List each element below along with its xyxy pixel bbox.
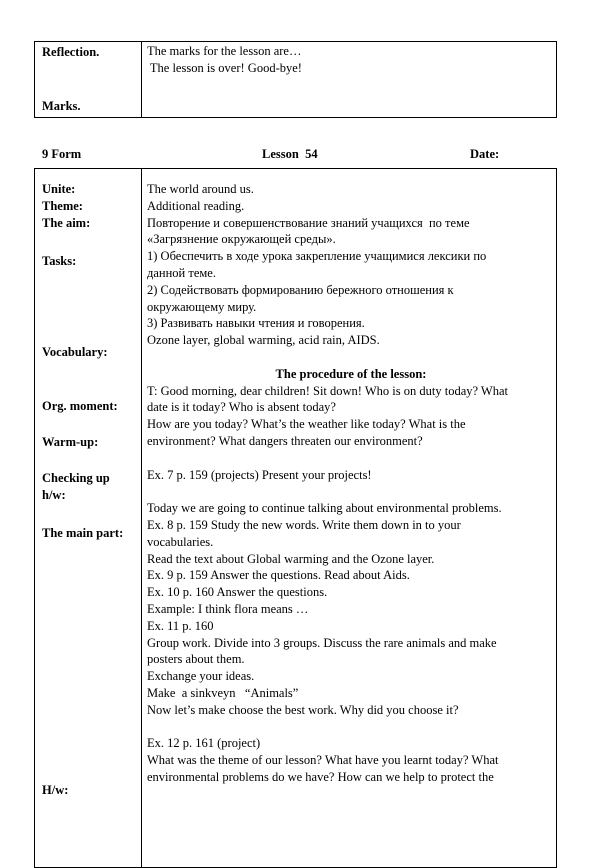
content-line: How are you today? What’s the weather like today? What is the [147,417,466,432]
content-spacer [147,719,555,736]
content-line: Ex. 9 p. 159 Answer the questions. Read about Aids. [147,568,410,583]
content-line: Ex. 10 p. 160 Answer the questions. [147,585,328,600]
content-line: T: Good morning, dear children! Sit down! Who is on duty today? What [147,383,509,398]
form-label: 9 Form [42,147,82,161]
theme-label: Theme: [42,199,83,213]
content-line: 2) Содействовать формированию бережного отношения к [147,282,454,297]
date-label: Date: [470,147,500,161]
content-line: posters about them. [147,652,245,667]
checking-label-line-1: Checking up [42,471,110,485]
content-line: окружающему миру. [147,299,257,314]
unite-label: Unite: [42,182,76,196]
aim-label: The aim: [42,216,91,230]
reflection-line-1: The marks for the lesson are… [147,44,302,58]
main-part-label: The main part: [42,526,124,540]
content-line: Ozone layer, global warming, acid rain, AIDS. [147,333,380,348]
procedure-heading: The procedure of the lesson: [275,366,427,381]
checking-label-line-2: h/w: [42,488,66,502]
content-line: Ex. 12 p. 161 (project) [147,736,261,751]
content-line: Make a sinkveyn “Animals” [147,685,299,700]
content-line: данной теме. [147,265,216,280]
hw-label: H/w: [42,783,69,797]
content-line: Group work. Divide into 3 groups. Discuss the rare animals and make [147,635,497,650]
reflection-label: Reflection. [42,45,100,59]
reflection-table-divider [141,42,142,117]
content-line: environment? What dangers threaten our environment? [147,433,423,448]
content-line: The world around us. [147,182,254,196]
lesson-content [147,181,555,786]
vocabulary-label: Vocabulary: [42,345,108,359]
content-line: Ex. 11 p. 160 [147,618,214,633]
content-line: vocabularies. [147,534,214,549]
org-moment-label: Org. moment: [42,399,118,413]
content-line: Read the text about Global warming and the Ozone layer. [147,551,435,566]
content-line: Повторение и совершенствование знаний учащихся по теме [147,215,470,230]
content-line: 1) Обеспечить в ходе урока закрепление учащимися лексики по [147,249,487,264]
content-line: Today we are going to continue talking about environmental problems. [147,501,502,516]
content-spacer [147,349,555,366]
content-line: Exchange your ideas. [147,669,255,684]
content-spacer [147,483,555,500]
content-line: Ex. 7 p. 159 (projects) Present your projects! [147,467,372,482]
content-line: Ex. 8 p. 159 Study the new words. Write them down in to your [147,517,461,532]
content-line: What was the theme of our lesson? What have you learnt today? What [147,753,499,768]
warm-up-label: Warm-up: [42,435,99,449]
content-line: «Загрязнение окружающей среды». [147,232,336,247]
reflection-line-2: The lesson is over! Good-bye! [147,61,302,75]
tasks-label: Tasks: [42,254,77,268]
content-line: Now let’s make choose the best work. Why did you choose it? [147,702,459,717]
content-line: environmental problems do we have? How can we help to protect the [147,769,494,784]
lesson-label: Lesson 54 [262,147,318,161]
content-line: Additional reading. [147,198,245,213]
lesson-table-divider [141,169,142,867]
content-spacer [147,450,555,467]
content-line: Example: I think flora means … [147,601,309,616]
content-line: 3) Развивать навыки чтения и говорения. [147,316,365,331]
content-line: date is it today? Who is absent today? [147,400,336,415]
marks-label: Marks. [42,99,81,113]
